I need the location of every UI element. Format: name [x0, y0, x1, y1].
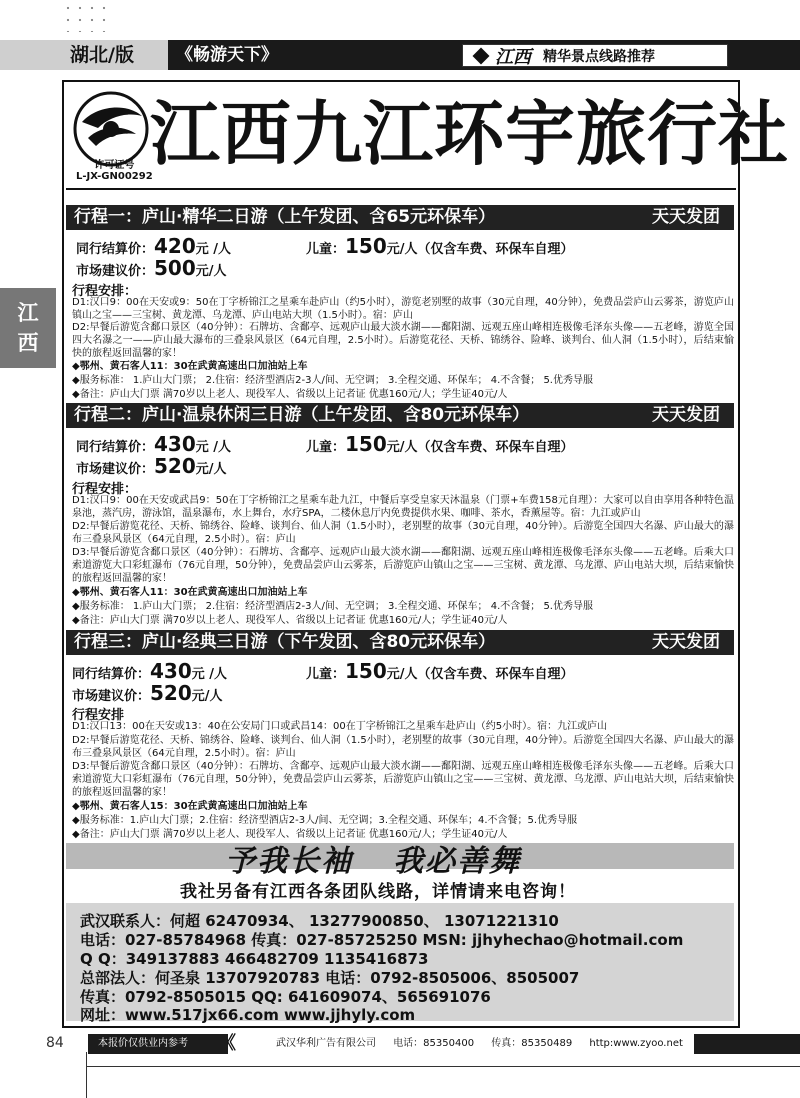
pickup-note: [72, 800, 308, 813]
itinerary-day: D1:汉口13：00在天安或13：40在公安局门口或武昌14：00在丁字桥锦江之星乘车赴庐山（约5小时）。宿：九江或庐山: [72, 721, 608, 732]
itinerary-day: D1:汉口9：00在天安或9：50在丁字桥锦江之星乘车赴庐山（约5小时），游览老别墅的故事（30元自理，40分钟），免费品尝庐山云雾茶，游览庐山镇山之宝——三宝树、黄龙潭、乌龙潭、庐山电站大坝（1.5小时）。宿：庐山: [72, 297, 734, 321]
peer-price-label: 同行结算价：: [72, 667, 151, 682]
child-price-unit: 元/人（仅含车费、环保车自理）: [386, 440, 574, 455]
side-tab: [0, 288, 56, 368]
province-name: 江西: [495, 46, 531, 68]
side-tab-label: 江西: [17, 301, 39, 355]
permit-label: 许可证号: [94, 160, 135, 171]
peer-price-value: 430: [154, 432, 196, 456]
peer-price-unit: 元 /人: [195, 242, 232, 257]
diamond-icon: [473, 47, 490, 64]
remark-note: ◆备注：庐山大门票 满70岁以上老人、现役军人、省级以上记者证 优惠160元/人；学生证40元/人: [72, 829, 508, 840]
itinerary-label: 行程安排：: [72, 284, 138, 299]
peer-price: [76, 432, 231, 456]
pickup-note: [72, 360, 308, 373]
tour-title-bar: [66, 403, 734, 428]
pickup-text: ◆鄂州、黄石客人11：30在武黄高速出口加油站上车: [72, 361, 308, 372]
tour-schedule: 天天发团: [652, 405, 720, 425]
child-price: [306, 659, 574, 683]
region-label: 湖北/版: [0, 40, 168, 70]
tour-title: 行程二：庐山·温泉休闲三日游（上午发团、含80元环保车）: [74, 405, 530, 425]
divider: [66, 188, 736, 190]
market-price-value: 500: [154, 256, 196, 280]
itinerary-day: D2:早餐后游览花径、天桥、锦绣谷、险峰、谈判台、仙人洞（1.5小时），老别墅的故事（30元自理，40分钟）。后游览全国四大名瀑、庐山最大的瀑布三叠泉风景区（64元自理，2.5小时）。宿：庐山: [72, 521, 734, 545]
peer-price-unit: 元 /人: [195, 440, 232, 455]
service-note: ◆服务标准：1.庐山大门票；2.住宿：经济型酒店2-3人/间、无空调；3.全程交通、环保车；4.不含餐；5.优秀导服: [72, 815, 578, 826]
tour-title: 行程三：庐山·经典三日游（下午发团、含80元环保车）: [74, 632, 496, 652]
market-price: [72, 681, 223, 705]
peer-price-unit: 元 /人: [191, 667, 228, 682]
market-price-unit: 元/人: [195, 264, 227, 279]
market-price-value: 520: [150, 681, 192, 705]
itinerary-day: D3:早餐后游览含鄱口景区（40分钟）：石牌坊、含鄱亭、远观庐山最大淡水湖——鄱阳湖、远观五座山峰相连极像毛泽东头像——五老峰。后乘大口索道游览大口彩虹瀑布（76元自理，50分钟），免费品尝庐山云雾茶，后游览庐山镇山之宝——三宝树、黄龙潭、乌龙潭、庐山电站大坝，后结束愉快的旅程返回温馨的家！: [72, 547, 734, 584]
service-note: ◆服务标准： 1.庐山大门票； 2.住宿：经济型酒店2-3人/间、无空调； 3.全程交通、环保车； 4.不含餐； 5.优秀导服: [72, 601, 593, 612]
tour-schedule: 天天发团: [652, 207, 720, 227]
page-number: 84: [46, 1035, 64, 1051]
service-note: ◆服务标准： 1.庐山大门票； 2.住宿：经济型酒店2-3人/间、无空调； 3.全程交通、环保车； 4.不含餐； 5.优秀导服: [72, 375, 593, 386]
child-price-value: 150: [345, 234, 387, 258]
footer-rule: [86, 1066, 800, 1067]
slogan: [225, 836, 521, 880]
chevron-left-icon: 《: [218, 1033, 236, 1054]
itinerary-label: 行程安排：: [72, 482, 138, 497]
column-title: 《畅游天下》: [176, 45, 278, 65]
footer-url: http:www.zyoo.net: [589, 1038, 683, 1049]
footer-agency: 武汉华利广告有限公司: [276, 1038, 376, 1049]
slogan-right: 我必善舞: [393, 844, 521, 879]
market-price: [76, 454, 227, 478]
child-price-value: 150: [345, 432, 387, 456]
contact-line: 总部法人：何圣泉 13707920783 电话：0792-8505006、8505007: [80, 969, 580, 987]
permit-info: [76, 160, 153, 182]
pickup-text: ◆鄂州、黄石客人15：30在武黄高速出口加油站上车: [72, 801, 308, 812]
child-price-label: 儿童：: [306, 440, 346, 455]
contact-line: 网址：www.517jx66.com www.jjhyly.com: [80, 1006, 416, 1024]
itinerary-day: D1:汉口9：00在天安或武昌9：50在丁字桥锦江之星乘车赴九江，中餐后享受皇家天沐温泉（门票+车费158元自理）：大家可以自由享用各种特色温泉池，蒸汽房，游泳馆，温泉瀑布，水上舞台，水疗SPA，二楼休息厅内免费提供水果、咖啡、茶水，香薰屋等。宿：九江或庐山: [72, 495, 734, 519]
pickup-note: [72, 586, 308, 599]
header-tagline-box: [462, 44, 728, 67]
market-price-label: 市场建议价：: [76, 264, 155, 279]
child-price-unit: 元/人（仅含车费、环保车自理）: [386, 242, 574, 257]
peer-price-label: 同行结算价：: [76, 242, 155, 257]
tour-title-bar: [66, 205, 734, 230]
contact-line: 传真：0792-8505015 QQ: 641609074、565691076: [80, 988, 491, 1006]
itinerary-day: D2:早餐后游览含鄱口景区（40分钟）：石牌坊、含鄱亭、远观庐山最大淡水湖——鄱阳湖、远观五座山峰相连极像毛泽东头像——五老峰，游览全国四大名瀑之一——庐山最大瀑布的三叠泉风景区（64元自理，2.5小时）。后游览花径、天桥、锦绣谷、险峰、谈判台、仙人洞（1.5小时），后结束愉快的旅程返回温馨的家！: [72, 322, 734, 359]
more-routes-note: 我社另备有江西各条团队线路，详情请来电咨询！: [180, 882, 576, 902]
child-price-label: 儿童：: [306, 242, 346, 257]
pickup-text: ◆鄂州、黄石客人11：30在武黄高速出口加油站上车: [72, 587, 308, 598]
child-price-value: 150: [345, 659, 387, 683]
tagline: 精华景点线路推荐: [543, 48, 655, 65]
peer-price: [72, 659, 227, 683]
contact-line: 电话：027-85784968 传真：027-85725250 MSN: jjhyhechao@hotmail.com: [80, 931, 684, 949]
peer-price: [76, 234, 231, 258]
peer-price-value: 430: [150, 659, 192, 683]
market-price-value: 520: [154, 454, 196, 478]
itinerary-day: D2:早餐后游览花径、天桥、锦绣谷、险峰、谈判台、仙人洞（1.5小时），老别墅的故事（30元自理，40分钟）。后游览全国四大名瀑、庐山最大的瀑布三叠泉风景区（64元自理，2.5小时）。宿：庐山: [72, 735, 734, 759]
child-price: [306, 432, 574, 456]
child-price-label: 儿童：: [306, 667, 346, 682]
peer-price-value: 420: [154, 234, 196, 258]
permit-number: L-JX-GN00292: [76, 171, 153, 182]
decorative-dots: [62, 2, 112, 32]
footer-phone: 电话：85350400: [393, 1038, 475, 1049]
tour-title: 行程一：庐山·精华二日游（上午发团、含65元环保车）: [74, 207, 496, 227]
footer-info: [228, 1034, 694, 1054]
tour-schedule: 天天发团: [652, 632, 720, 652]
itinerary-day: D3:早餐后游览含鄱口景区（40分钟）：石牌坊、含鄱亭、远观庐山最大淡水湖——鄱阳湖、远观五座山峰相连极像毛泽东头像——五老峰。后乘大口索道游览大口彩虹瀑布（76元自理，50分钟），免费品尝庐山云雾茶，后游览庐山镇山之宝——三宝树、黄龙潭、乌龙潭、庐山电站大坝，后结束愉快的旅程返回温馨的家！: [72, 761, 734, 798]
footer-rule: [86, 1052, 87, 1098]
peer-price-label: 同行结算价：: [76, 440, 155, 455]
contact-line: 武汉联系人：何超 62470934、 13277900850、 13071221310: [80, 912, 559, 930]
market-price: [76, 256, 227, 280]
market-price-label: 市场建议价：: [72, 689, 151, 704]
footer-disclaimer: 本报价仅供业内参考: [98, 1038, 188, 1049]
remark-note: ◆备注：庐山大门票 满70岁以上老人、现役军人、省级以上记者证 优惠160元/人；学生证40元/人: [72, 389, 508, 400]
agency-logo-icon: [70, 88, 152, 170]
tour-title-bar: [66, 630, 734, 655]
market-price-unit: 元/人: [195, 462, 227, 477]
market-price-label: 市场建议价：: [76, 462, 155, 477]
child-price: [306, 234, 574, 258]
agency-name: 江西九江环宇旅行社: [150, 93, 789, 175]
itinerary-label: 行程安排: [72, 708, 125, 723]
market-price-unit: 元/人: [191, 689, 223, 704]
footer-fax: 传真：85350489: [491, 1038, 573, 1049]
contact-line: Q Q：349137883 466482709 1135416873: [80, 950, 429, 968]
child-price-unit: 元/人（仅含车费、环保车自理）: [386, 667, 574, 682]
slogan-left: 予我长袖: [225, 844, 353, 879]
remark-note: ◆备注：庐山大门票 满70岁以上老人、现役军人、省级以上记者证 优惠160元/人；学生证40元/人: [72, 615, 508, 626]
